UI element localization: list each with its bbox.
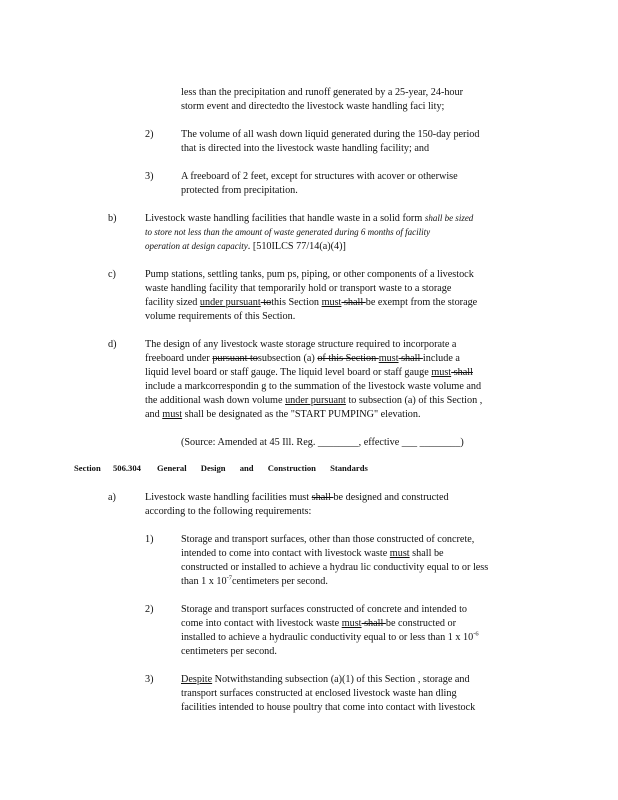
text-line: to store not less than the amount of waste generated during 6 months of facility: [145, 227, 431, 237]
text-line: come into contact with livestock waste must shall be constructed or: [181, 618, 457, 629]
text-line: and must shall be designated as the "START PUMPING" elevation.: [145, 409, 421, 420]
text-line: liquid level board or staff gauge. The liquid level board or staff gauge must shall: [145, 367, 473, 378]
text-line: The design of any livestock waste storage structure required to incorporate a: [145, 339, 457, 350]
inserted-text: must: [378, 353, 399, 364]
text-line: protected from precipitation.: [181, 185, 298, 196]
deleted-text: shall: [451, 367, 473, 378]
text-line: The volume of all wash down liquid generated during the 150-day period: [181, 129, 480, 140]
text-line: centimeters per second.: [181, 646, 277, 657]
text-line: constructed or installed to achieve a hydrau lic conductivity equal to or less: [181, 562, 489, 573]
inserted-text: must: [162, 409, 183, 420]
deleted-text: shall: [361, 618, 386, 629]
text-line: intended to come into contact with livestock waste must shall be: [181, 548, 444, 559]
section-word: Section: [74, 463, 101, 473]
section-number: 506.304: [113, 463, 141, 473]
paragraph-label: c): [108, 269, 116, 280]
text-line: according to the following requirements:: [145, 506, 312, 517]
inserted-text: must: [341, 618, 362, 629]
list-number: 3): [145, 171, 154, 182]
text-line: facilities intended to house poultry that come into contact with livestock: [181, 702, 476, 713]
section-title: General Design and Construction Standards: [157, 463, 368, 473]
text-line: Livestock waste handling facilities must shall be designed and constructed: [145, 492, 449, 503]
text-line: less than the precipitation and runoff generated by a 25-year, 24-hour: [181, 87, 464, 98]
text-line: than 1 x $10^{-7}centimeters$ per second.: [181, 574, 328, 587]
inserted-text: must: [321, 297, 342, 308]
deleted-text: shall: [398, 353, 423, 364]
inserted-text: must: [389, 548, 410, 559]
text-line: Pump stations, settling tanks, pum ps, piping, or other components of a livestock: [145, 269, 474, 280]
text-line: freeboard under pursuant tosubsection (a) of this Section must shall include a: [145, 353, 460, 364]
text-line: facility sized under pursuant tothis Section must shall be exempt from the storage: [145, 297, 478, 308]
text-line: storm event and directedto the livestock waste handling faci lity;: [181, 101, 445, 112]
text-line: include a markcorrespondin g to the summation of the livestock waste volume and: [145, 381, 482, 392]
text-line: Despite Notwithstanding subsection (a)(1) of this Section , storage and: [181, 674, 470, 685]
inserted-text: must: [431, 367, 452, 378]
text-line: that is directed into the livestock waste handling facility; and: [181, 143, 430, 154]
deleted-text: pursuant to: [212, 353, 258, 364]
text-line: Storage and transport surfaces constructed of concrete and intended to: [181, 604, 467, 615]
deleted-text: shall: [311, 492, 334, 503]
text-line: waste handling facility that temporarily hold or transport waste to a storage: [145, 283, 452, 294]
paragraph-label: a): [108, 492, 116, 503]
deleted-text: of this Section: [317, 353, 379, 364]
text-line: installed to achieve a hydraulic conductivity equal to or less than 1 x $10^{-6}$: [181, 630, 479, 643]
text-line: Storage and transport surfaces, other than those constructed of concrete,: [181, 534, 475, 545]
inserted-text: under pursuant: [285, 395, 346, 406]
text-line: the additional wash down volume under pursuant to subsection (a) of this Section ,: [145, 395, 483, 406]
inserted-text: Despite: [181, 674, 213, 685]
text-line: operation at design capacity. [510ILCS 77/14(a)(4)]: [145, 241, 346, 252]
list-number: 2): [145, 129, 154, 140]
text-line: volume requirements of this Section.: [145, 311, 296, 322]
text-line: A freeboard of 2 feet, except for structures with acover or otherwise: [181, 171, 458, 182]
deleted-text: shall: [341, 297, 366, 308]
text-line: transport surfaces constructed at enclosed livestock waste han dling: [181, 688, 457, 699]
deleted-text: to: [260, 297, 272, 308]
source-note: (Source: Amended at 45 Ill. Reg. ________, effective ___ ________): [181, 437, 464, 448]
list-number: 3): [145, 674, 154, 685]
list-number: 1): [145, 534, 154, 545]
text-line: Livestock waste handling facilities that handle waste in a solid form shall be sized: [145, 213, 474, 224]
inserted-text: under pursuant: [199, 297, 261, 308]
paragraph-label: b): [108, 213, 117, 224]
paragraph-label: d): [108, 339, 117, 350]
list-number: 2): [145, 604, 154, 615]
